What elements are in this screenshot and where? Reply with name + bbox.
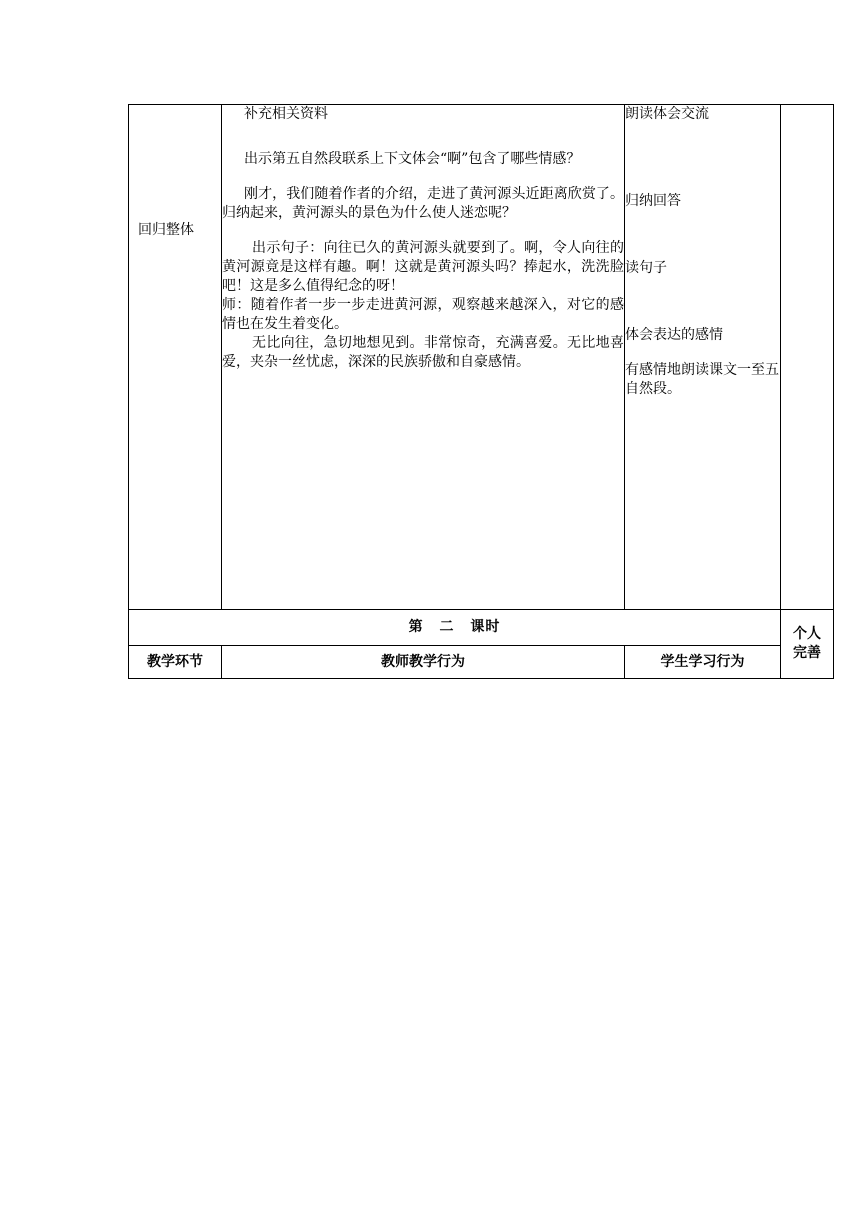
header-stage: 教学环节	[129, 646, 222, 679]
student-activity-cell	[625, 105, 781, 610]
content-row	[129, 105, 834, 610]
session-title-cell	[129, 610, 781, 646]
lesson-plan-table	[128, 104, 834, 679]
student-item: 体会表达的感情	[625, 327, 723, 343]
student-item: 归纳回答	[625, 193, 681, 209]
teacher-paragraph: 补充相关资料	[244, 106, 328, 122]
session-title: 第 二 课时	[408, 619, 501, 635]
personal-improvement-header	[781, 610, 834, 679]
teacher-paragraph: 师：随着作者一步一步走进黄河源，观察越来越深入，对它的感情也在发生着变化。	[222, 297, 624, 332]
header-teacher: 教师教学行为	[222, 646, 625, 679]
student-item: 朗读体会交流	[625, 106, 709, 122]
header-student: 学生学习行为	[625, 646, 781, 679]
column-header-row	[129, 646, 834, 679]
student-item: 读句子	[625, 260, 667, 276]
stage-label: 回归整体	[138, 222, 194, 238]
personal-notes-cell	[781, 105, 834, 610]
teacher-paragraph: 出示句子：向往已久的黄河源头就要到了。啊，令人向往的黄河源竟是这样有趣。啊！这就是黄河源头吗？捧起水，洗洗脸吧！这是多么值得纪念的呀！	[222, 240, 624, 294]
teacher-paragraph: 无比向往，急切地想见到。非常惊奇，充满喜爱。无比地喜爱，夹杂一丝忧虑，深深的民族骄傲和自豪感情。	[222, 335, 624, 370]
stage-cell	[129, 105, 222, 610]
student-item: 有感情地朗读课文一至五自然段。	[625, 362, 779, 397]
teacher-paragraph: 刚才，我们随着作者的介绍，走进了黄河源头近距离欣赏了。归纳起来，黄河源头的景色为什么使人迷恋呢？	[222, 186, 624, 221]
teacher-activity-cell	[222, 105, 625, 610]
teacher-paragraph: 出示第五自然段联系上下文体会“啊”包含了哪些情感？	[244, 151, 581, 167]
session-row	[129, 610, 834, 646]
personal-label-line2: 完善	[793, 645, 821, 661]
personal-label-line1: 个人	[793, 626, 821, 642]
